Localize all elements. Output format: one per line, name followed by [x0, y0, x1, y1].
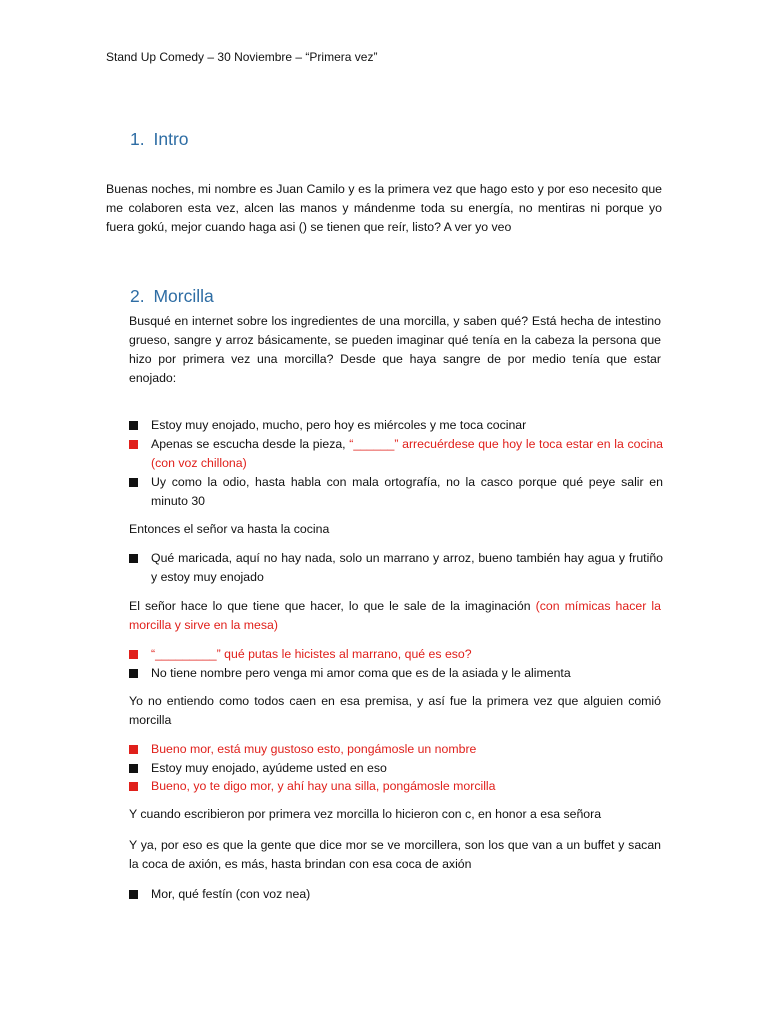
paragraph-senor	[129, 597, 661, 635]
list-item	[129, 885, 663, 904]
list-item	[129, 416, 663, 435]
bullet-square-icon	[129, 745, 138, 754]
list-item-text: Bueno mor, está muy gustoso esto, pongámosle un nombre	[151, 742, 477, 756]
list-item-text: No tiene nombre pero venga mi amor coma que es de la asiada y le alimenta	[151, 666, 571, 680]
list-item-text: Qué maricada, aquí no hay nada, solo un marrano y arroz, bueno también hay agua y frutiño y estoy muy enojado	[151, 551, 663, 584]
list-item-text: Mor, qué festín (con voz nea)	[151, 887, 311, 901]
morcilla-intro-paragraph: Busqué en internet sobre los ingredientes de una morcilla, y saben qué? Está hecha de intestino grueso, sangre y arroz básicamente, se pueden imaginar qué tenía en la cabeza la persona que hizo por primera vez una morcilla? Desde que haya sangre de por medio tenía que estar enojado:	[129, 314, 661, 385]
list-item	[129, 664, 663, 683]
list-item	[129, 645, 663, 664]
section-number: 1.	[130, 129, 145, 149]
bullet-square-icon	[129, 554, 138, 563]
list-item-text-red: “______” arrecuérdese que hoy le toca estar en la cocina (con voz chillona)	[151, 437, 663, 470]
paragraph-ya: Y ya, por eso es que la gente que dice mor se ve morcillera, son los que van a un buffet y sacan la coca de axión, es más, hasta brindan con esa coca de axión	[129, 838, 661, 871]
section-title: Intro	[153, 129, 189, 149]
paragraph-text-plain: El señor hace lo que tiene que hacer, lo que le sale de la imaginación	[129, 599, 536, 613]
section-number: 2.	[130, 286, 145, 306]
list-item	[129, 777, 663, 796]
bullet-square-icon	[129, 421, 138, 430]
bullet-square-icon	[129, 764, 138, 773]
bullet-square-icon	[129, 440, 138, 449]
list-item	[129, 473, 663, 511]
paragraph-premisa: Yo no entiendo como todos caen en esa premisa, y así fue la primera vez que alguien comió morcilla	[129, 694, 661, 727]
list-item-text: Uy como la odio, hasta habla con mala ortografía, no la casco porque qué peye salir en minuto 30	[151, 475, 663, 508]
list-item-text	[151, 435, 663, 473]
list-item	[129, 759, 663, 778]
list-item	[129, 435, 663, 473]
list-item-text: Bueno, yo te digo mor, y ahí hay una silla, pongámosle morcilla	[151, 779, 496, 793]
section-heading-morcilla	[130, 285, 214, 307]
section-title: Morcilla	[153, 286, 214, 306]
bullet-square-icon	[129, 669, 138, 678]
paragraph-c: Y cuando escribieron por primera vez morcilla lo hicieron con c, en honor a esa señora	[129, 807, 602, 821]
bullet-square-icon	[129, 782, 138, 791]
section-heading-intro	[130, 128, 189, 150]
list-item	[129, 740, 663, 759]
intro-paragraph: Buenas noches, mi nombre es Juan Camilo y es la primera vez que hago esto y por eso necesito que me colaboren esta vez, alcen las manos y mándenme toda su energía, no mentiras ni porque yo fuera gokú, mejor cuando haga asi () se tienen que reír, listo? A ver yo veo	[106, 182, 662, 234]
list-item-text-plain: Apenas se escucha desde la pieza,	[151, 437, 350, 451]
list-item-text: Estoy muy enojado, mucho, pero hoy es miércoles y me toca cocinar	[151, 418, 527, 432]
paragraph-cocina: Entonces el señor va hasta la cocina	[129, 522, 330, 536]
bullet-square-icon	[129, 478, 138, 487]
list-item	[129, 549, 663, 587]
paragraph-text-red: (con mímicas hacer la morcilla y sirve en la mesa)	[129, 599, 661, 632]
page-header: Stand Up Comedy – 30 Noviembre – “Primera vez”	[106, 50, 378, 64]
bullet-square-icon	[129, 890, 138, 899]
list-item-text: Estoy muy enojado, ayúdeme usted en eso	[151, 761, 387, 775]
list-item-text: “_________” qué putas le hicistes al marrano, qué es eso?	[151, 647, 472, 661]
bullet-square-icon	[129, 650, 138, 659]
